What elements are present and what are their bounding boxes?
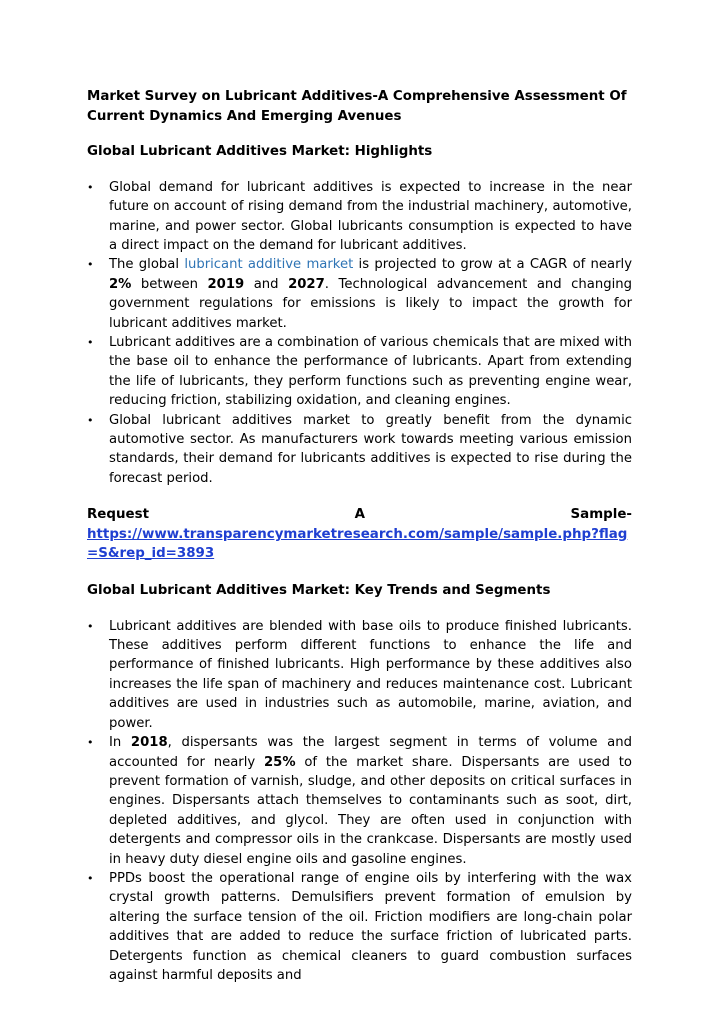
- list-item: [87, 617, 632, 733]
- highlights-list: [87, 178, 632, 489]
- request-word: Sample-: [570, 507, 632, 523]
- bullet-icon: •: [87, 258, 94, 272]
- key-trends-list: [87, 617, 632, 986]
- lubricant-additive-market-link[interactable]: lubricant additive market: [184, 257, 354, 273]
- list-item: [87, 178, 632, 256]
- text-run: and: [244, 276, 289, 292]
- bullet-icon: •: [87, 736, 94, 750]
- text-run: The global: [109, 257, 185, 273]
- list-item-text: Global demand for lubricant additives is expected to increase in the near future on account of rising demand from the industrial machinery, automotive, marine, and power sector. Global lubricants consumption is expected to have a direct impact on the demand for lubricant additives.: [109, 179, 632, 253]
- sample-request-link[interactable]: https://www.transparencymarketresearch.com/sample/sample.php?flag=S&rep_id=3893: [87, 526, 628, 562]
- list-item-text: PPDs boost the operational range of engine oils by interfering with the wax crystal growth patterns. Demulsifiers prevent formation of emulsion by altering the surface tension of the oil. Friction modifiers are long-chain polar additives that are added to reduce the surface friction of lubricated parts. Detergents function as chemical cleaners to guard combustion surfaces against harmful deposits and: [109, 870, 632, 983]
- section-heading-highlights: Global Lubricant Additives Market: Highlights: [87, 144, 433, 160]
- bullet-icon: •: [87, 336, 94, 350]
- bullet-icon: •: [87, 413, 94, 427]
- bullet-icon: •: [87, 871, 94, 885]
- text-run: between: [131, 276, 208, 292]
- bullet-icon: •: [87, 619, 94, 633]
- bullet-icon: •: [87, 180, 94, 194]
- text-run: of the market share. Dispersants are used to prevent formation of varnish, sludge, and other deposits on critical surfaces in engines. Dispersants attach themselves to contaminants such as soot, dirt, depleted additives, and glycol. They are often used in conjunction with detergents and compressor oils in the crankcase. Dispersants are mostly used in heavy duty diesel engine oils and gasoline engines.: [109, 754, 632, 867]
- list-item-text: Lubricant additives are blended with base oils to produce finished lubricants. These additives perform different functions to enhance the life and performance of finished lubricants. High performance by these additives also increases the life span of machinery and reduces maintenance cost. Lubricant additives are used in industries such as automobile, marine, aviation, and power.: [109, 618, 632, 731]
- list-item: [87, 733, 632, 869]
- start-year: 2019: [207, 276, 245, 292]
- text-run: , dispersants was the largest segment in terms of volume and accounted for nearly: [109, 735, 632, 770]
- list-item-text: Global lubricant additives market to greatly benefit from the dynamic automotive sector. As manufacturers work towards meeting various emission standards, their demand for lubricants additives is expected to rise during the forecast period.: [109, 412, 632, 486]
- end-year: 2027: [288, 276, 325, 292]
- text-run: In: [109, 735, 131, 751]
- share-value: 25%: [263, 754, 296, 770]
- request-sample-block: [87, 505, 632, 564]
- list-item: [87, 255, 632, 333]
- year-value: 2018: [130, 735, 168, 751]
- list-item: [87, 411, 632, 489]
- document-page: [87, 87, 632, 985]
- request-sample-label: [87, 505, 632, 525]
- text-run: . Technological advancement and changing government regulations for emissions is likely to impact the growth for lubricant additives market.: [109, 276, 632, 331]
- text-run: is projected to grow at a CAGR of nearly: [353, 257, 632, 273]
- document-title: Market Survey on Lubricant Additives-A Comprehensive Assessment Of Current Dynamics And Emerging Avenues: [87, 89, 627, 124]
- list-item-text: [109, 735, 632, 866]
- list-item-text: Lubricant additives are a combination of various chemicals that are mixed with the base oil to enhance the performance of lubricants. Apart from extending the life of lubricants, they perform functions such as preventing engine wear, reducing friction, stabilizing oxidation, and cleaning engines.: [109, 335, 632, 409]
- request-word: Request: [87, 507, 149, 523]
- list-item: [87, 333, 632, 411]
- list-item: [87, 869, 632, 985]
- cagr-value: 2%: [109, 276, 132, 292]
- section-heading-key-trends: Global Lubricant Additives Market: Key Trends and Segments: [87, 583, 551, 599]
- list-item-text: [109, 257, 632, 330]
- request-word: A: [354, 507, 365, 523]
